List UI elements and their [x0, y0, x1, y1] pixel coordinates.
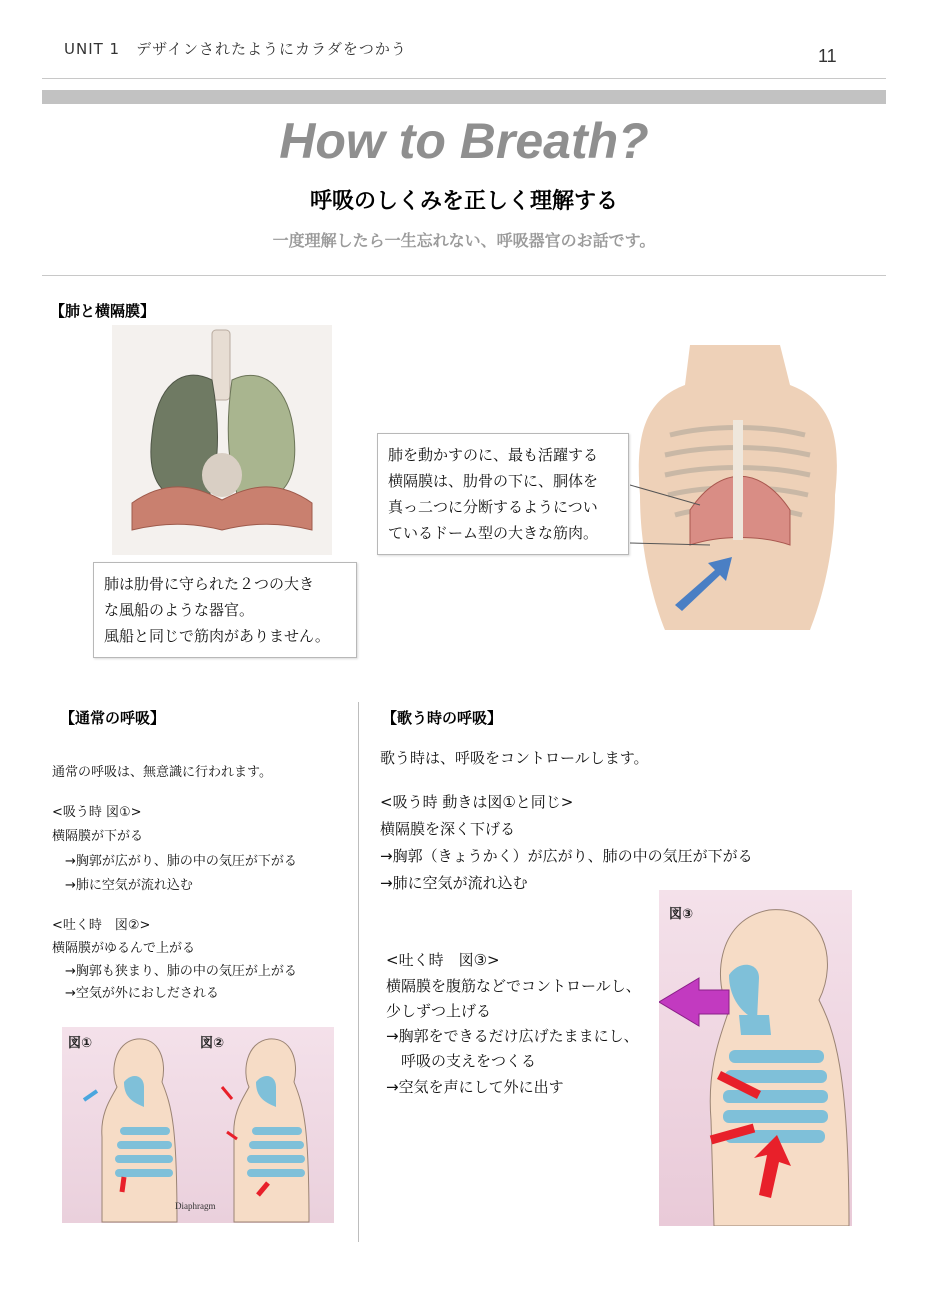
singing-inhale-line: →肺に空気が流れ込む: [380, 874, 528, 892]
section-rule: [42, 275, 886, 276]
normal-inhale-line: <吸う時 図①>: [52, 805, 142, 820]
column-divider: [358, 702, 359, 1242]
lungs-illustration: [112, 325, 332, 555]
figure-2-label: 図②: [200, 1036, 225, 1051]
figure-1-2: [62, 1027, 334, 1223]
singing-inhale-line: →胸郭（きょうかく）が広がり、肺の中の気圧が下がる: [380, 847, 753, 865]
singing-exhale-line: 横隔膜を腹筋などでコントロールし、: [386, 977, 641, 995]
normal-exhale-line: →胸郭も狭まり、肺の中の気圧が上がる: [52, 964, 297, 979]
normal-exhale-line: 横隔膜がゆるんで上がる: [52, 941, 196, 956]
normal-breathing-heading: 【通常の呼吸】: [60, 709, 166, 727]
unit-header: UNIT 1 デザインされたようにカラダをつかう: [64, 40, 407, 58]
diaphragm-caption-line: 横隔膜は、肋骨の下に、胴体を: [388, 472, 599, 490]
singing-exhale-line: <吐く時 図③>: [386, 951, 500, 969]
singing-intro: 歌う時は、呼吸をコントロールします。: [380, 749, 649, 767]
singing-exhale-line: →空気を声にして外に出す: [386, 1078, 564, 1096]
diaphragm-label: Diaphragm: [175, 1201, 216, 1211]
page-number: 11: [818, 46, 837, 66]
normal-inhale-line: →肺に空気が流れ込む: [52, 878, 193, 893]
singing-breathing-heading: 【歌う時の呼吸】: [382, 709, 503, 727]
figure-1-label: 図①: [68, 1036, 93, 1051]
singing-exhale-line: →胸郭をできるだけ広げたままにし、: [386, 1027, 639, 1045]
page-title: How to Breath?: [279, 113, 649, 169]
lung-section-heading: 【肺と横隔膜】: [50, 302, 156, 320]
singing-exhale-line: 呼吸の支えをつくる: [386, 1052, 537, 1070]
header-rule: [42, 78, 886, 79]
diaphragm-caption-line: ているドーム型の大きな筋肉。: [388, 524, 599, 542]
page-tagline: 一度理解したら一生忘れない、呼吸器官のお話です。: [272, 231, 656, 250]
normal-exhale-line: →空気が外におしだされる: [52, 986, 219, 1001]
lung-caption-line: 風船と同じで筋肉がありません。: [104, 627, 330, 645]
diaphragm-caption: [377, 433, 629, 555]
normal-exhale-line: <吐く時 図②>: [52, 918, 151, 933]
page-subtitle: 呼吸のしくみを正しく理解する: [309, 189, 618, 214]
torso-diaphragm-illustration: [630, 345, 845, 630]
normal-inhale-line: 横隔膜が下がる: [52, 829, 144, 844]
singing-exhale-line: 少しずつ上げる: [386, 1002, 492, 1020]
normal-intro: 通常の呼吸は、無意識に行われます。: [52, 765, 272, 780]
lung-caption-line: 肺は肋骨に守られた２つの大き: [104, 575, 315, 593]
figure-3: [659, 890, 852, 1226]
lung-caption-line: な風船のような器官。: [104, 601, 255, 619]
figure-3-label: 図③: [669, 907, 694, 922]
singing-inhale-line: 横隔膜を深く下げる: [380, 820, 516, 838]
diaphragm-caption-line: 肺を動かすのに、最も活躍する: [388, 446, 599, 464]
diaphragm-caption-line: 真っ二つに分断するようについ: [388, 498, 598, 516]
singing-inhale-line: <吸う時 動きは図①と同じ>: [380, 793, 574, 811]
lung-caption: [93, 562, 357, 658]
title-band: [42, 90, 886, 104]
normal-inhale-line: →胸郭が広がり、肺の中の気圧が下がる: [52, 854, 297, 869]
